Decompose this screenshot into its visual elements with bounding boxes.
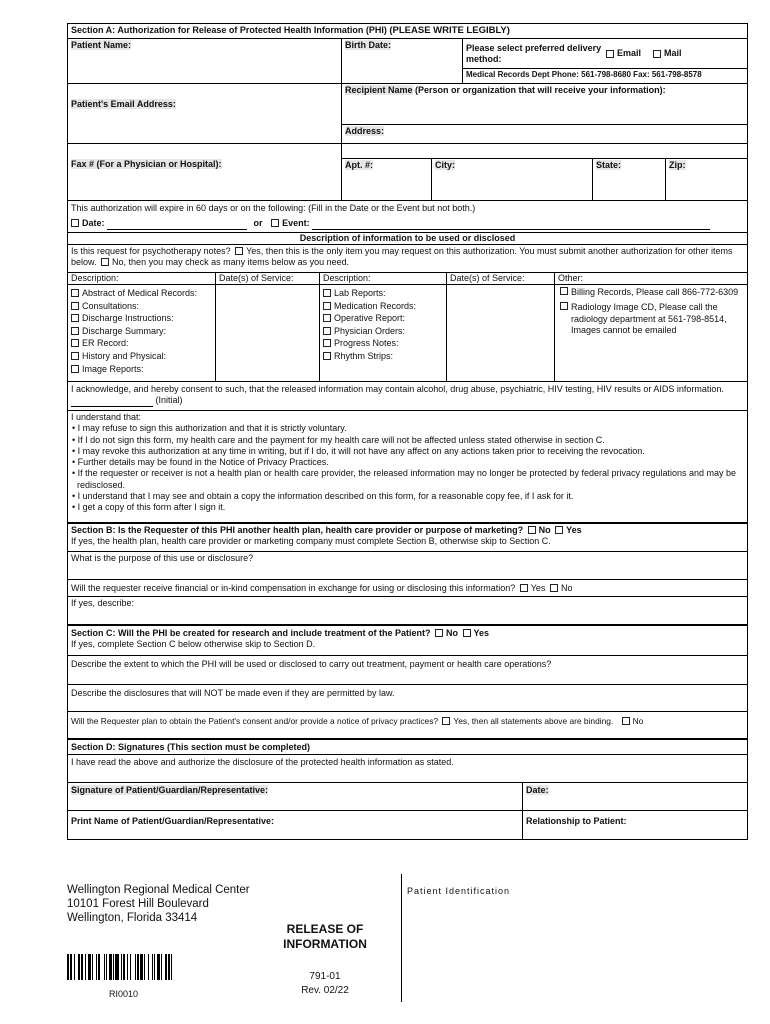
purpose-question: What is the purpose of this use or disclosure? xyxy=(71,553,254,563)
consent-no-label: No xyxy=(632,716,644,726)
record-type-left-label: ER Record: xyxy=(82,338,129,349)
initial-label: (Initial) xyxy=(155,395,183,406)
understand-bullet: • If the requester or receiver is not a health plan or health care provider, the released information may no longer be protected by federal privacy regulations and may be redisclosed. xyxy=(72,468,737,490)
delivery-method-label: Please select preferred delivery method: xyxy=(466,42,602,64)
expiry-event-checkbox[interactable] xyxy=(271,219,279,227)
signature-field[interactable] xyxy=(68,783,523,810)
expiry-or: or xyxy=(253,218,263,229)
recipient-name-desc: (Person or organization that will receive your information): xyxy=(415,85,666,95)
record-type-left-checkbox[interactable] xyxy=(71,352,79,360)
compensation-yes-checkbox[interactable] xyxy=(520,584,528,592)
section-c-yes-checkbox[interactable] xyxy=(463,629,471,637)
patient-name-label: Patient Name: xyxy=(71,40,132,50)
section-b-title: Section B: Is the Requester of this PHI another health plan, health care provider or purpose of marketing? xyxy=(71,525,524,535)
extent-question: Describe the extent to which the PHI will be used or disclosed to carry out treatment, payment or health care operations? xyxy=(71,659,552,669)
email-checkbox[interactable] xyxy=(606,50,614,58)
recipient-name-label: Recipient Name xyxy=(345,85,413,95)
psychotherapy-question: Is this request for psychotherapy notes? xyxy=(71,246,231,256)
record-type-left-item xyxy=(71,337,212,350)
record-type-mid-checkbox[interactable] xyxy=(323,302,331,310)
col-dates-1: Date(s) of Service: xyxy=(216,273,320,284)
understand-bullet: • I understand that I may see and obtain a copy the information described on this form, for a reasonable copy fee, if I ask for it. xyxy=(72,490,574,501)
barcode xyxy=(67,954,175,980)
section-c-note: If yes, complete Section C below otherwise skip to Section D. xyxy=(71,639,316,650)
hospital-city: Wellington, Florida 33414 xyxy=(67,911,198,924)
consent-question: Will the Requester plan to obtain the Patient's consent and/or provide a notice of privacy practices? xyxy=(71,716,439,726)
compensation-yes-label: Yes xyxy=(530,583,546,593)
record-type-left-label: Abstract of Medical Records: xyxy=(82,288,198,298)
consent-yes-label: Yes, then all statements above are binding. xyxy=(453,716,614,726)
section-c-no-label: No xyxy=(446,628,459,638)
items-mid-list xyxy=(320,285,447,381)
record-type-left-checkbox[interactable] xyxy=(71,327,79,335)
record-type-mid-label: Lab Reports: xyxy=(334,288,386,298)
patient-identification-label: Patient Identification xyxy=(407,886,511,896)
city-label: City: xyxy=(435,160,455,170)
dates-2-field[interactable] xyxy=(447,285,555,381)
section-a-header xyxy=(68,24,747,39)
expiry-text: This authorization will expire in 60 days or on the following: (Fill in the Date or the Event but not both.) xyxy=(71,203,476,213)
psychotherapy-no-text: No, then you may check as many items below as you need. xyxy=(112,257,350,268)
footer-divider xyxy=(401,874,402,1002)
record-type-left-item xyxy=(71,350,212,363)
col-description-2: Description: xyxy=(320,273,447,284)
email-option-label: Email xyxy=(617,47,642,58)
mail-option-label: Mail xyxy=(664,47,682,58)
record-type-mid-item xyxy=(323,300,443,313)
medical-records-contact: Medical Records Dept Phone: 561-798-8680 Fax: 561-798-8578 xyxy=(466,70,702,79)
record-type-left-checkbox[interactable] xyxy=(71,302,79,310)
description-header: Description of information to be used or disclosed xyxy=(299,233,516,243)
radiology-cd-checkbox[interactable] xyxy=(560,302,568,310)
record-type-left-label: Discharge Summary: xyxy=(82,325,167,336)
signature-label: Signature of Patient/Guardian/Representative: xyxy=(71,785,269,795)
hospital-name: Wellington Regional Medical Center xyxy=(67,884,250,896)
understand-bullet: • I may refuse to sign this authorization and that it is strictly voluntary. xyxy=(72,423,347,434)
describe-label: If yes, describe: xyxy=(71,598,135,608)
record-type-left-item xyxy=(71,312,212,325)
section-b-note: If yes, the health plan, health care provider or marketing company must complete Section B, otherwise skip to Section C. xyxy=(71,536,551,547)
expiry-date-field[interactable] xyxy=(107,229,247,230)
disclosures-question: Describe the disclosures that will NOT be made even if they are permitted by law. xyxy=(71,688,395,698)
record-type-mid-checkbox[interactable] xyxy=(323,352,331,360)
relationship-label: Relationship to Patient: xyxy=(526,816,627,826)
zip-label: Zip: xyxy=(669,160,686,170)
record-type-left-checkbox[interactable] xyxy=(71,365,79,373)
record-type-left-item xyxy=(71,325,212,338)
section-b-no-checkbox[interactable] xyxy=(528,526,536,534)
record-type-left-checkbox[interactable] xyxy=(71,289,79,297)
record-type-mid-label: Progress Notes: xyxy=(334,338,399,349)
psychotherapy-yes-text: Yes, then this is the only item you may request on this authorization. You must submit another authorization for other items below. xyxy=(71,246,733,268)
record-type-left-label: Image Reports: xyxy=(82,363,144,374)
record-type-mid-checkbox[interactable] xyxy=(323,339,331,347)
hospital-address xyxy=(67,884,250,925)
signature-date-label: Date: xyxy=(526,785,549,795)
record-type-mid-item xyxy=(323,337,443,350)
understand-bullet: • If I do not sign this form, my health care and the payment for my health care will not be affected unless stated otherwise in section C. xyxy=(72,434,605,445)
section-c-yes-label: Yes xyxy=(473,628,490,638)
record-type-mid-checkbox[interactable] xyxy=(323,327,331,335)
compensation-no-checkbox[interactable] xyxy=(550,584,558,592)
psychotherapy-no-checkbox[interactable] xyxy=(101,258,109,266)
record-type-mid-label: Rhythm Strips: xyxy=(334,350,394,361)
form-footer xyxy=(67,874,748,1004)
record-type-left-item xyxy=(71,300,212,313)
expiry-date-checkbox[interactable] xyxy=(71,219,79,227)
print-name-field[interactable] xyxy=(68,811,523,839)
record-type-left-label: Discharge Instructions: xyxy=(82,313,174,324)
understand-bullet: • Further details may be found in the Notice of Privacy Practices. xyxy=(72,457,329,467)
record-type-left-item xyxy=(71,363,212,376)
revision-date: Rev. 02/22 xyxy=(301,984,349,996)
form-title-line-2: INFORMATION xyxy=(283,937,367,951)
col-dates-2: Date(s) of Service: xyxy=(447,273,555,284)
section-b-yes-checkbox[interactable] xyxy=(555,526,563,534)
form-code: RI0010 xyxy=(109,989,139,999)
consent-no-checkbox[interactable] xyxy=(622,717,630,725)
record-type-left-checkbox[interactable] xyxy=(71,314,79,322)
record-type-mid-item xyxy=(323,350,443,363)
patient-email-label: Patient's Email Address: xyxy=(71,99,176,109)
barcode-bar xyxy=(172,954,174,980)
form-revision xyxy=(262,970,388,997)
section-c-title: Section C: Will the PHI be created for research and include treatment of the Patient? xyxy=(71,628,431,638)
record-type-mid-label: Physician Orders: xyxy=(334,325,406,336)
record-type-mid-item xyxy=(323,325,443,338)
birth-date-label: Birth Date: xyxy=(345,40,392,50)
expiry-date-label: Date: xyxy=(82,218,105,229)
understand-bullet: • I may revoke this authorization at any time in writing, but if I do, it will not have any affect on any actions taken prior to receiving the revocation. xyxy=(72,445,645,456)
address-label: Address: xyxy=(345,126,385,136)
signature-date-field[interactable] xyxy=(523,783,747,810)
billing-records-text: Billing Records, Please call 866-772-6309 xyxy=(571,287,739,297)
compensation-no-label: No xyxy=(560,583,573,593)
compensation-question: Will the requester receive financial or in-kind compensation in exchange for using or disclosing this information? xyxy=(71,583,516,593)
record-type-left-item xyxy=(71,287,212,300)
fax-label: Fax # (For a Physician or Hospital): xyxy=(71,159,222,169)
form-title-line-1: RELEASE OF xyxy=(286,922,364,936)
understand-title: I understand that: xyxy=(71,412,142,422)
state-label: State: xyxy=(596,160,622,170)
form-title xyxy=(262,922,388,952)
psychotherapy-yes-checkbox[interactable] xyxy=(235,247,243,255)
record-type-mid-item xyxy=(323,312,443,325)
initial-field[interactable] xyxy=(71,406,153,407)
release-form xyxy=(67,23,748,840)
record-type-left-checkbox[interactable] xyxy=(71,339,79,347)
record-type-mid-label: Medication Records: xyxy=(334,300,417,311)
read-authorize-text: I have read the above and authorize the disclosure of the protected health information as stated. xyxy=(71,757,454,767)
items-left-list xyxy=(68,285,216,381)
write-legibly-note: (PLEASE WRITE LEGIBLY) xyxy=(389,25,510,36)
col-description-1: Description: xyxy=(68,273,216,284)
consent-yes-checkbox[interactable] xyxy=(442,717,450,725)
mail-checkbox[interactable] xyxy=(653,50,661,58)
acknowledge-text: I acknowledge, and hereby consent to such, that the released information may contain alcohol, drug abuse, psychiatric, HIV testing, HIV results or AIDS information. xyxy=(71,384,724,394)
relationship-field[interactable] xyxy=(523,811,747,839)
record-type-mid-checkbox[interactable] xyxy=(323,289,331,297)
expiry-event-field[interactable] xyxy=(312,229,710,230)
hospital-street: 10101 Forest Hill Boulevard xyxy=(67,897,209,910)
expiry-event-label: Event: xyxy=(282,218,310,229)
section-d-title: Section D: Signatures (This section must be completed) xyxy=(71,742,311,752)
billing-records-checkbox[interactable] xyxy=(560,287,568,295)
print-name-label: Print Name of Patient/Guardian/Representative: xyxy=(71,816,275,826)
dates-1-field[interactable] xyxy=(216,285,320,381)
apt-label: Apt. #: xyxy=(345,160,373,170)
record-type-mid-checkbox[interactable] xyxy=(323,314,331,322)
section-c-no-checkbox[interactable] xyxy=(435,629,443,637)
col-other: Other: xyxy=(558,273,584,283)
section-b-yes-label: Yes xyxy=(566,525,582,535)
record-type-mid-label: Operative Report: xyxy=(334,313,406,324)
section-b-no-label: No xyxy=(538,525,551,535)
record-type-left-label: Consultations: xyxy=(82,300,140,311)
understand-list xyxy=(71,423,744,513)
section-a-title: Section A: Authorization for Release of Protected Health Information (PHI) xyxy=(71,25,387,35)
record-type-mid-item xyxy=(323,287,443,300)
form-number: 791-01 xyxy=(309,971,341,982)
record-type-left-label: History and Physical: xyxy=(82,350,167,361)
radiology-cd-text: Radiology Image CD, Please call the radiology department at 561-798-8514, Images cannot be emailed xyxy=(571,302,727,335)
understand-bullet: • I get a copy of this form after I sign it. xyxy=(72,502,226,512)
